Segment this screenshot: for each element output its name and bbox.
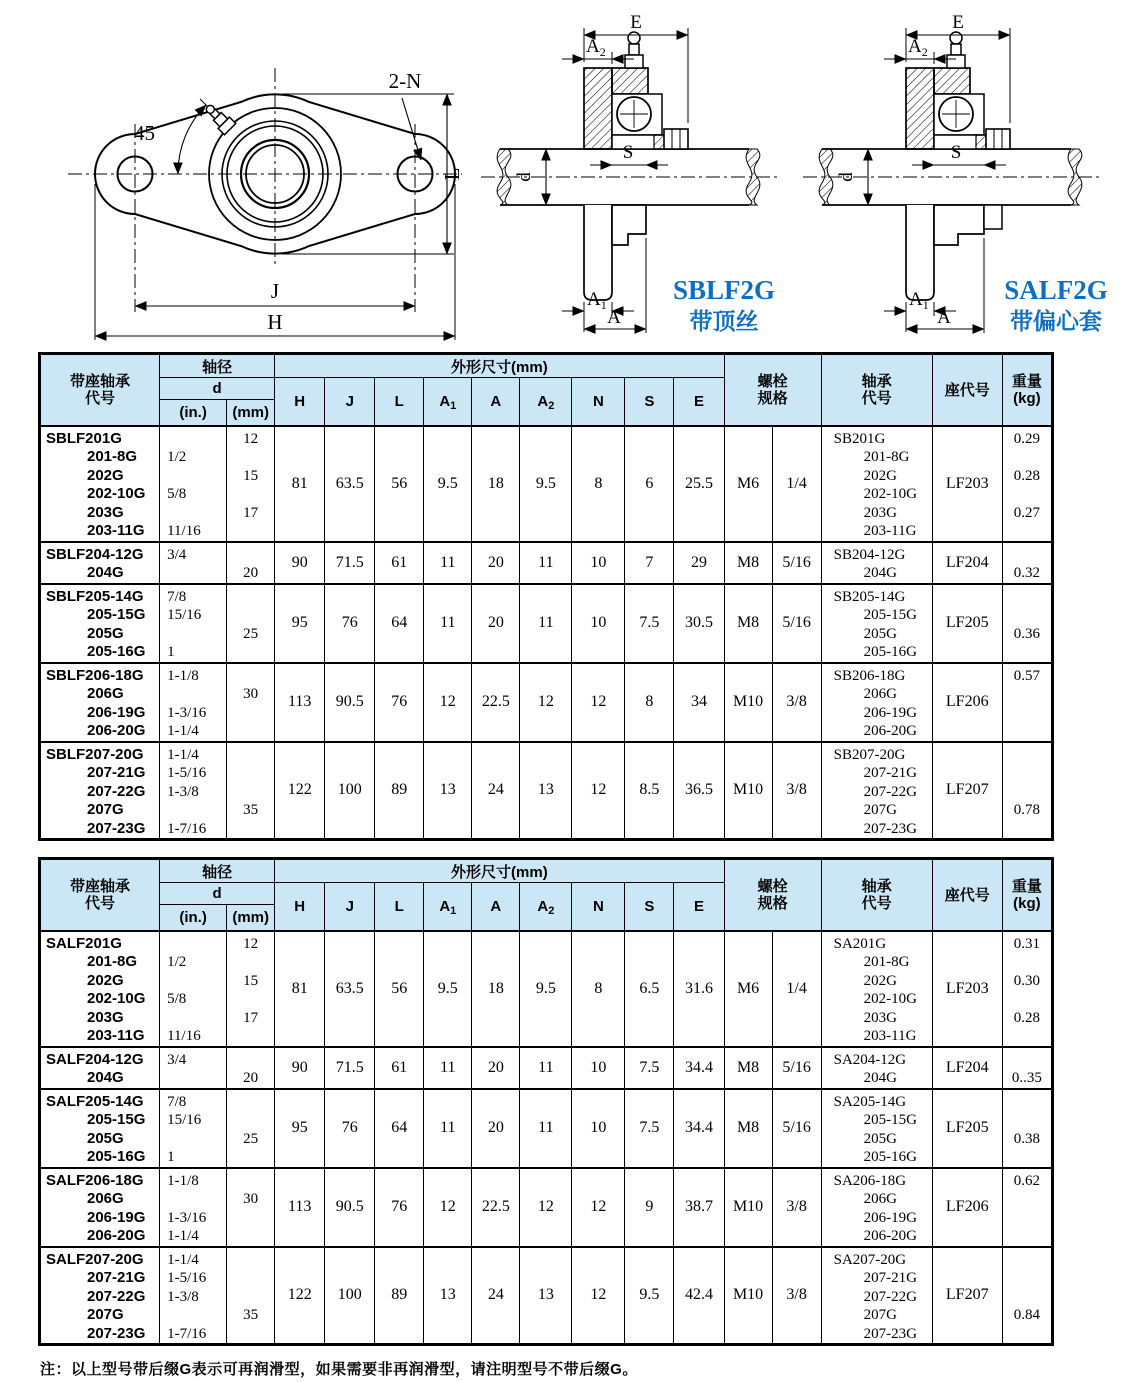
bearing-code-cell: SA205-14G 205-15G 205G 205-16G <box>821 1089 932 1168</box>
seat-code-value: LF203 <box>932 931 1002 1047</box>
dim-S-value: 6 <box>625 426 674 542</box>
dim-label-S: S <box>950 142 962 163</box>
flange-plate-lower <box>584 205 612 300</box>
table-row <box>40 1047 1053 1089</box>
d-in-cell: 3/4 <box>160 1047 227 1089</box>
header-shaft-dia: 轴径 <box>160 354 275 378</box>
drawing-subtitle-salf: 带偏心套 <box>1010 308 1102 334</box>
bearing-code-cell: SA204-12G 204G <box>821 1047 932 1089</box>
dim-label-A: A <box>607 307 621 328</box>
dim-label-L: L <box>440 167 464 181</box>
weight-cell: 0.38 <box>1002 1089 1052 1168</box>
code-line: 202G <box>87 466 124 484</box>
dim-N-value: 10 <box>572 542 625 584</box>
dim-H-value: 90 <box>275 1047 325 1089</box>
dim-A2-value: 12 <box>520 1168 572 1247</box>
col-header-N: N <box>572 883 625 931</box>
weight-cell: 0.62 <box>1002 1168 1052 1247</box>
header-inch: (in.) <box>160 400 227 426</box>
dim-N-value: 12 <box>572 742 625 840</box>
dim-H-value: 95 <box>275 584 325 663</box>
bolt-inch-value: 5/16 <box>772 584 821 663</box>
dim-A-value: 20 <box>472 542 520 584</box>
header-dimensions: 外形尺寸(mm) <box>275 859 724 883</box>
table-row <box>40 1247 1053 1345</box>
d-mm-cell: 12 15 17 <box>227 426 275 542</box>
spec-table-salf <box>38 857 1054 1346</box>
header-mm: (mm) <box>227 400 275 426</box>
dim-E-value: 36.5 <box>674 742 724 840</box>
dim-J-value: 71.5 <box>325 542 375 584</box>
header-seat-code: 座代号 <box>932 859 1002 931</box>
bolt-inch-value: 5/16 <box>772 1047 821 1089</box>
header-seat-code: 座代号 <box>932 354 1002 426</box>
dim-A-value: 22.5 <box>472 663 520 742</box>
bearing-code-cell: SB201G 201-8G 202G 202-10G 203G 203-11G <box>821 426 932 542</box>
eccentric-collar-lower <box>934 205 984 245</box>
model-code-cell: SALF207-20G 207-21G 207-22G 207G 207-23G <box>40 1247 160 1345</box>
dim-A-value: 24 <box>472 1247 520 1345</box>
code-line: 203G <box>87 503 124 521</box>
col-header-A2: $A_2$ <box>520 883 572 931</box>
dim-L-value: 64 <box>375 584 424 663</box>
collar-screw <box>986 129 1010 149</box>
dim-H-value: 90 <box>275 542 325 584</box>
dim-H-value: 122 <box>275 1247 325 1345</box>
dim-H-value: 81 <box>275 931 325 1047</box>
bolt-inch-value: 3/8 <box>772 1247 821 1345</box>
model-code-cell: SALF205-14G 205-15G 205G 205-16G <box>40 1089 160 1168</box>
dim-H-value: 122 <box>275 742 325 840</box>
collar-step <box>984 205 1002 229</box>
table-row <box>40 1168 1053 1247</box>
d-mm-cell: 30 <box>227 1168 275 1247</box>
d-mm-cell: 25 <box>227 1089 275 1168</box>
col-header-A2: $A_2$ <box>520 378 572 426</box>
d-in-cell: 1-1/8 1-3/16 1-1/4 <box>160 663 227 742</box>
bolt-inch-value: 5/16 <box>772 1089 821 1168</box>
grease-nipple <box>947 32 965 68</box>
d-in-cell: 1-1/8 1-3/16 1-1/4 <box>160 1168 227 1247</box>
table-row <box>40 584 1053 663</box>
dim-A2-value: 9.5 <box>520 426 572 542</box>
dim-label-45: 45 <box>134 121 155 145</box>
bolt-metric-value: M8 <box>724 1089 772 1168</box>
header-unit-code: 带座轴承 代号 <box>40 354 160 426</box>
technical-drawings <box>0 0 1134 352</box>
header-d: d <box>160 378 275 400</box>
col-header-J: J <box>325 883 375 931</box>
bearing-code-cell: SB205-14G 205-15G 205G 205-16G <box>821 584 932 663</box>
dim-A2-value: 12 <box>520 663 572 742</box>
seat-code-value: LF206 <box>932 1168 1002 1247</box>
bolt-metric-value: M10 <box>724 742 772 840</box>
col-header-E: E <box>674 883 724 931</box>
dim-N-value: 12 <box>572 663 625 742</box>
seat-code-value: LF205 <box>932 1089 1002 1168</box>
dim-S-value: 7.5 <box>625 1047 674 1089</box>
bolt-metric-value: M10 <box>724 1168 772 1247</box>
salf-side-view-drawing <box>788 2 1132 337</box>
bolt-inch-value: 3/8 <box>772 663 821 742</box>
col-header-H: H <box>275 883 325 931</box>
dim-L-value: 61 <box>375 542 424 584</box>
d-mm-cell: 25 <box>227 584 275 663</box>
dim-label-H: H <box>267 310 283 334</box>
col-header-A: A <box>472 883 520 931</box>
bolt-metric-value: M10 <box>724 1247 772 1345</box>
bolt-inch-value: 1/4 <box>772 426 821 542</box>
dim-N-value: 12 <box>572 1247 625 1345</box>
weight-cell: 0.57 <box>1002 663 1052 742</box>
set-screw <box>664 129 688 149</box>
weight-cell: 0.32 <box>1002 542 1052 584</box>
dim-J-value: 100 <box>325 742 375 840</box>
bolt-metric-value: M10 <box>724 663 772 742</box>
dim-A-value: 20 <box>472 1047 520 1089</box>
dim-A-value: 22.5 <box>472 1168 520 1247</box>
dim-J-value: 63.5 <box>325 931 375 1047</box>
bearing-code-cell: SB204-12G 204G <box>821 542 932 584</box>
dim-label-A1: $A_1$ <box>587 289 607 312</box>
d-in-cell: 7/8 15/16 1 <box>160 1089 227 1168</box>
col-header-S: S <box>625 883 674 931</box>
dim-label-J: J <box>270 279 280 303</box>
drawing-title-sblf: SBLF2G <box>672 275 776 305</box>
dim-N-value: 8 <box>572 426 625 542</box>
flange-plate-section <box>584 68 612 149</box>
flange-front-view-drawing <box>50 24 470 346</box>
bolt-inch-value: 3/8 <box>772 1168 821 1247</box>
dim-A1-value: 13 <box>424 742 472 840</box>
dim-label-S: S <box>622 142 634 163</box>
dim-E-value: 30.5 <box>674 584 724 663</box>
col-header-E: E <box>674 378 724 426</box>
col-header-H: H <box>275 378 325 426</box>
d-mm-cell: 35 <box>227 742 275 840</box>
dim-A2-value: 13 <box>520 742 572 840</box>
model-code-cell: SALF201G 201-8G 202G 202-10G 203G 203-11G <box>40 931 160 1047</box>
code-line: SBLF201G <box>46 429 122 447</box>
dim-S-value: 7 <box>625 542 674 584</box>
header-bearing-code: 轴承 代号 <box>821 354 932 426</box>
col-header-A: A <box>472 378 520 426</box>
seat-code-value: LF204 <box>932 1047 1002 1089</box>
table-row <box>40 1089 1053 1168</box>
footnote: 注：以上型号带后缀G表示可再润滑型，如果需要非再润滑型，请注明型号不带后缀G。 <box>40 1361 638 1378</box>
d-mm-cell: 35 <box>227 1247 275 1345</box>
header-weight: 重量 (kg) <box>1002 859 1052 931</box>
dim-A2-value: 11 <box>520 584 572 663</box>
col-header-L: L <box>375 883 424 931</box>
dim-A1-value: 11 <box>424 1089 472 1168</box>
dim-label-A1: $A_1$ <box>909 289 929 312</box>
d-in-cell: 1/2 5/8 11/16 <box>160 931 227 1047</box>
dim-S-value: 9 <box>625 1168 674 1247</box>
col-header-A1: $A_1$ <box>424 378 472 426</box>
dim-A1-value: 9.5 <box>424 426 472 542</box>
bolt-inch-value: 3/8 <box>772 742 821 840</box>
seat-code-value: LF207 <box>932 1247 1002 1345</box>
dim-S-value: 7.5 <box>625 1089 674 1168</box>
dim-label-A2: $A_2$ <box>908 36 928 59</box>
dim-E-value: 38.7 <box>674 1168 724 1247</box>
weight-cell: 0..35 <box>1002 1047 1052 1089</box>
dim-L-value: 64 <box>375 1089 424 1168</box>
dim-S-value: 7.5 <box>625 584 674 663</box>
table-row <box>40 931 1053 1047</box>
col-header-A1: $A_1$ <box>424 883 472 931</box>
weight-cell: 0.36 <box>1002 584 1052 663</box>
table-row <box>40 542 1053 584</box>
col-header-J: J <box>325 378 375 426</box>
bearing-code-cell: SA206-18G 206G 206-19G 206-20G <box>821 1168 932 1247</box>
header-bolt-spec: 螺栓 规格 <box>724 354 821 426</box>
dim-A2-value: 11 <box>520 1089 572 1168</box>
dim-A1-value: 12 <box>424 663 472 742</box>
dim-A1-value: 12 <box>424 1168 472 1247</box>
dim-label-A: A <box>937 307 951 328</box>
bearing-code-cell: SA201G 201-8G 202G 202-10G 203G 203-11G <box>821 931 932 1047</box>
dim-A-value: 18 <box>472 426 520 542</box>
weight-cell: 0.78 <box>1002 742 1052 840</box>
dim-A2-value: 13 <box>520 1247 572 1345</box>
dim-A2-value: 11 <box>520 542 572 584</box>
drawing-subtitle-sblf: 带顶丝 <box>689 308 759 334</box>
dim-L-value: 89 <box>375 1247 424 1345</box>
dim-label-d: d <box>514 172 535 182</box>
seat-code-value: LF207 <box>932 742 1002 840</box>
dim-J-value: 76 <box>325 1089 375 1168</box>
sblf-side-view-drawing <box>466 2 796 337</box>
col-header-L: L <box>375 378 424 426</box>
dim-H-value: 81 <box>275 426 325 542</box>
dim-J-value: 90.5 <box>325 1168 375 1247</box>
bolt-metric-value: M6 <box>724 426 772 542</box>
dim-S-value: 8.5 <box>625 742 674 840</box>
header-mm: (mm) <box>227 905 275 931</box>
model-code-cell: SALF206-18G 206G 206-19G 206-20G <box>40 1168 160 1247</box>
bearing-code-cell: SB207-20G 207-21G 207-22G 207G 207-23G <box>821 742 932 840</box>
dim-S-value: 6.5 <box>625 931 674 1047</box>
dim-H-value: 113 <box>275 663 325 742</box>
spec-table-sblf <box>38 352 1054 841</box>
bolt-inch-value: 1/4 <box>772 931 821 1047</box>
dim-A1-value: 13 <box>424 1247 472 1345</box>
dim-L-value: 89 <box>375 742 424 840</box>
bearing-code-cell: SA207-20G 207-21G 207-22G 207G 207-23G <box>821 1247 932 1345</box>
d-in-cell: 3/4 <box>160 542 227 584</box>
dim-E-value: 25.5 <box>674 426 724 542</box>
d-mm-cell: 12 15 17 <box>227 931 275 1047</box>
dim-A2-value: 9.5 <box>520 931 572 1047</box>
dim-L-value: 56 <box>375 426 424 542</box>
weight-cell: 0.31 0.30 0.28 <box>1002 931 1052 1047</box>
dim-N-value: 8 <box>572 931 625 1047</box>
dim-L-value: 76 <box>375 1168 424 1247</box>
bearing-code-cell: SB206-18G 206G 206-19G 206-20G <box>821 663 932 742</box>
dim-L-value: 76 <box>375 663 424 742</box>
dim-E-value: 29 <box>674 542 724 584</box>
dim-label-d: d <box>836 172 857 182</box>
weight-cell: 0.29 0.28 0.27 <box>1002 426 1052 542</box>
weight-cell: 0.84 <box>1002 1247 1052 1345</box>
model-code-cell: SALF204-12G 204G <box>40 1047 160 1089</box>
dim-A-value: 20 <box>472 584 520 663</box>
model-code-cell: SBLF205-14G 205-15G 205G 205-16G <box>40 584 160 663</box>
header-weight: 重量 (kg) <box>1002 354 1052 426</box>
dim-E-value: 34.4 <box>674 1047 724 1089</box>
seat-code-value: LF204 <box>932 542 1002 584</box>
seat-code-value: LF205 <box>932 584 1002 663</box>
dim-N-value: 10 <box>572 1047 625 1089</box>
dim-J-value: 100 <box>325 1247 375 1345</box>
dim-A1-value: 9.5 <box>424 931 472 1047</box>
dim-J-value: 76 <box>325 584 375 663</box>
dim-L-value: 56 <box>375 931 424 1047</box>
dim-label-A2: $A_2$ <box>586 36 606 59</box>
header-shaft-dia: 轴径 <box>160 859 275 883</box>
header-inch: (in.) <box>160 905 227 931</box>
bolt-metric-value: M8 <box>724 584 772 663</box>
dim-A1-value: 11 <box>424 542 472 584</box>
d-mm-cell: 30 <box>227 663 275 742</box>
dim-label-E: E <box>952 12 964 33</box>
col-header-S: S <box>625 378 674 426</box>
dim-A-value: 20 <box>472 1089 520 1168</box>
seat-code-value: LF206 <box>932 663 1002 742</box>
dim-A1-value: 11 <box>424 584 472 663</box>
dim-H-value: 113 <box>275 1168 325 1247</box>
header-bolt-spec: 螺栓 规格 <box>724 859 821 931</box>
table-row <box>40 742 1053 840</box>
dim-A1-value: 11 <box>424 1047 472 1089</box>
code-line: 201-8G <box>87 448 138 465</box>
table-row <box>40 426 1053 542</box>
bolt-metric-value: M8 <box>724 1047 772 1089</box>
d-in-cell: 7/8 15/16 1 <box>160 584 227 663</box>
header-bearing-code: 轴承 代号 <box>821 859 932 931</box>
d-in-cell: 1-1/4 1-5/16 1-3/8 1-7/16 <box>160 1247 227 1345</box>
bolt-inch-value: 5/16 <box>772 542 821 584</box>
flange-plate-lower <box>906 205 934 300</box>
dim-H-value: 95 <box>275 1089 325 1168</box>
dim-S-value: 8 <box>625 663 674 742</box>
col-header-N: N <box>572 378 625 426</box>
seat-code-value: LF203 <box>932 426 1002 542</box>
d-mm-cell: 20 <box>227 1047 275 1089</box>
header-unit-code: 带座轴承 代号 <box>40 859 160 931</box>
dim-N-value: 10 <box>572 584 625 663</box>
header-d: d <box>160 883 275 905</box>
dim-E-value: 34 <box>674 663 724 742</box>
dim-E-value: 31.6 <box>674 931 724 1047</box>
dim-E-value: 42.4 <box>674 1247 724 1345</box>
drawing-title-salf: SALF2G <box>1004 275 1108 305</box>
dim-N-value: 10 <box>572 1089 625 1168</box>
d-mm-cell: 20 <box>227 542 275 584</box>
grease-nipple <box>625 32 643 68</box>
dim-A-value: 24 <box>472 742 520 840</box>
flange-plate-section <box>906 68 934 149</box>
dim-label-E: E <box>630 12 642 33</box>
model-code-cell: SBLF207-20G 207-21G 207-22G 207G 207-23G <box>40 742 160 840</box>
dim-J-value: 63.5 <box>325 426 375 542</box>
dim-label-2N: 2-N <box>388 69 422 93</box>
model-code-cell <box>40 426 160 542</box>
d-in-cell: 1/2 5/8 11/16 <box>160 426 227 542</box>
dim-J-value: 71.5 <box>325 1047 375 1089</box>
dim-N-value: 12 <box>572 1168 625 1247</box>
dim-A-value: 18 <box>472 931 520 1047</box>
dim-S-value: 9.5 <box>625 1247 674 1345</box>
dim-E-value: 34.4 <box>674 1089 724 1168</box>
header-dimensions: 外形尺寸(mm) <box>275 354 724 378</box>
dim-J-value: 90.5 <box>325 663 375 742</box>
bolt-metric-value: M6 <box>724 931 772 1047</box>
model-code-cell: SBLF204-12G 204G <box>40 542 160 584</box>
hub-lower <box>612 205 646 245</box>
table-row <box>40 663 1053 742</box>
bolt-metric-value: M8 <box>724 542 772 584</box>
code-line: 203-11G <box>87 522 145 539</box>
model-code-cell: SBLF206-18G 206G 206-19G 206-20G <box>40 663 160 742</box>
dim-A2-value: 11 <box>520 1047 572 1089</box>
d-in-cell: 1-1/4 1-5/16 1-3/8 1-7/16 <box>160 742 227 840</box>
code-line: 202-10G <box>87 485 146 502</box>
dim-L-value: 61 <box>375 1047 424 1089</box>
